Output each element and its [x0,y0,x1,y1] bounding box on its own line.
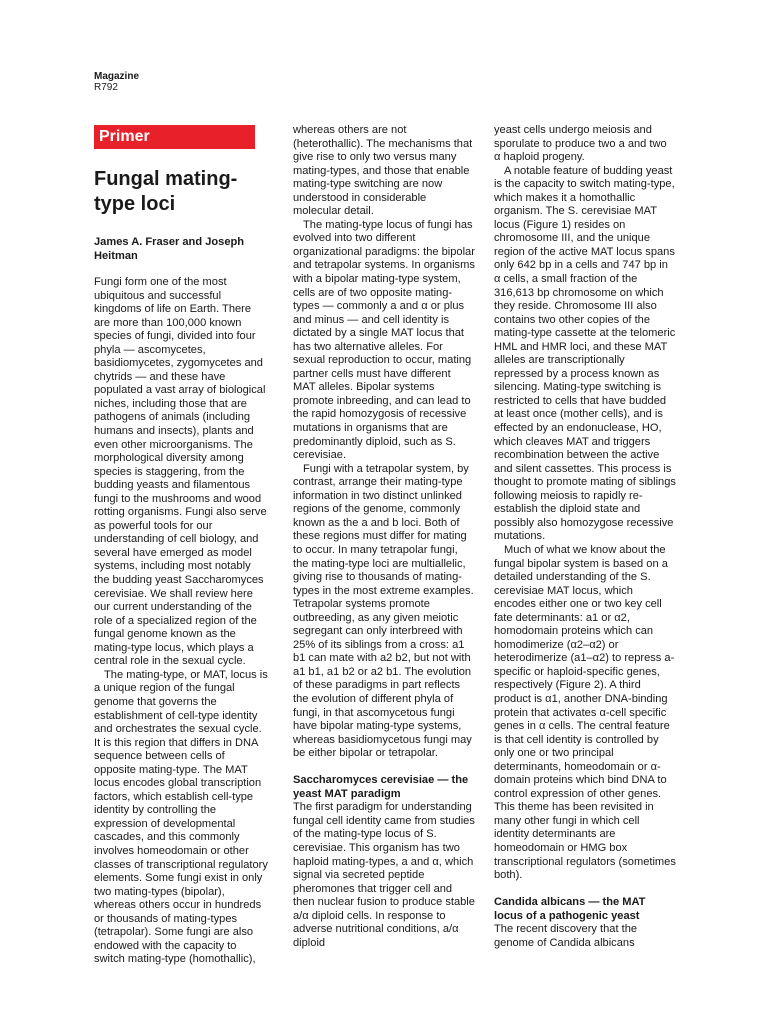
magazine-label: Magazine [94,71,140,82]
col1-paragraph-1: Fungi form one of the most ubiquitous and successful kingdoms of life on Earth. There are more than 100,000 known species of fungi, divided into four phyla — ascomycetes, basidiomycetes, zygomycetes and chytrids — and these have populated a vast array of biological niches, including those that are pathogens of animals (including humans and insects), plants and even other microorganisms. The morphological diversity among species is staggering, from the budding yeasts and filamentous fungi to the mushrooms and wood rotting organisms. Fungi also serve as powerful tools for our understanding of cell biology, and several have emerged as model systems, including most notably the budding yeast Saccharomyces cerevisiae. We shall review here our current understanding of the role of a specialized region of the fungal genome known as the mating-type locus, which plays a central role in the sexual cycle. [94,276,267,668]
col3-paragraph-1: yeast cells undergo meiosis and sporulate to produce two a and two α haploid progeny. [494,124,667,164]
col2-paragraph-4: The first paradigm for understanding fungal cell identity came from studies of the mating-type locus of S. cerevisiae. This organism has two haploid mating-types, a and α, which signal via secreted peptide pheromones that trigger cell and then nuclear fusion to produce stable a/α diploid cells. In response to adverse nutritional conditions, a/α diploid [293,801,475,949]
col2-paragraph-3: Fungi with a tetrapolar system, by contrast, arrange their mating-type information in two distinct unlinked regions of the genome, commonly known as the a and b loci. Both of these regions must differ for mating to occur. In many tetrapolar fungi, the mating-type loci are multiallelic, giving rise to thousands of mating-types in the most extreme examples. Tetrapolar systems promote outbreeding, as any given meiotic segregant can only interbreed with 25% of its siblings from a cross: a1 b1 can mate with a2 b2, but not with a1 b1, a1 b2 or a2 b1. The evolution of these paradigms in part reflects the evolution of different phyla of fungi, in that ascomycetous fungi have bipolar mating-type systems, whereas basidiomycetous fungi may be either bipolar or tetrapolar. [293,462,474,760]
column-2 [293,124,475,950]
page-header [94,71,139,93]
article-authors: James A. Fraser and Joseph Heitman [94,236,245,262]
column-1 [94,276,269,967]
col2-paragraph-2: The mating-type locus of fungi has evolved into two different organizational paradigms: the bipolar and tetrapolar systems. In organisms with a bipolar mating-type system, cells are of two opposite mating-types — commonly a and α or plus and minus — and cell identity is dictated by a single MAT locus that has two alternative alleles. For sexual reproduction to occur, mating partner cells must have different MAT alleles. Bipolar systems promote inbreeding, and can lead to the rapid homozygosis of recessive mutations in organisms that are predominantly diploid, such as S. cerevisiae. [293,218,475,462]
column-3 [494,124,676,950]
col2-subheading: Saccharomyces cerevisiae — the yeast MAT paradigm [293,774,469,800]
col1-paragraph-2: The mating-type, or MAT, locus is a unique region of the fungal genome that governs the establishment of cell-type identity and orchestrates the sexual cycle. It is this region that differs in DNA sequence between cells of opposite mating-type. The MAT locus encodes global transcription factors, which establish cell-type identity by controlling the expression of developmental cascades, and this commonly involves homeodomain or other classes of transcriptional regulatory elements. Some fungi exist in only two mating-types (bipolar), whereas others occur in hundreds or thousands of mating-types (tetrapolar). Some fungi are also endowed with the capacity to switch mating-type (homothallic), [94,668,268,966]
section-label-primer: Primer [94,125,255,149]
col3-subheading: Candida albicans — the MAT locus of a pathogenic yeast [494,896,646,922]
page-number: R792 [94,82,118,93]
article-title: Fungal mating-type loci [94,168,238,215]
col3-paragraph-2: A notable feature of budding yeast is the capacity to switch mating-type, which makes it a homothallic organism. The S. cerevisiae MAT locus (Figure 1) resides on chromosome III, and the unique region of the active MAT locus spans only 642 bp in a cells and 747 bp in α cells, a small fraction of the 316,613 bp chromosome on which they reside. Chromosome III also contains two other copies of the mating-type cassette at the telomeric HML and HMR loci, and these MAT alleles are transcriptionally repressed by a process known as silencing. Mating-type switching is restricted to cells that have budded at least once (mother cells), and is effected by an endonuclease, HO, which cleaves MAT and triggers recombination between the active and silent cassettes. This process is thought to promote mating of siblings following meiosis to rapidly re-establish the diploid state and possibly also homozygose recessive mutations. [494,164,676,543]
col3-paragraph-3: Much of what we know about the fungal bipolar system is based on a detailed understanding of the S. cerevisiae MAT locus, which encodes either one or two key cell fate determinants: a1 or α2, homodomain proteins which can homodimerize (α2–α2) or heterodimerize (a1–α2) to repress a-specific or haploid-specific genes, respectively (Figure 2). A third product is α1, another DNA-binding protein that activates α-cell specific genes in α cells. The central feature is that cell identity is controlled by only one or two principal determinants, homeodomain or α-domain proteins which bind DNA to control expression of other genes. This theme has been revisited in many other fungi in which cell identity determinants are homeodomain or HMG box transcriptional regulators (sometimes both). [494,543,676,882]
col2-paragraph-1: whereas others are not (heterothallic). The mechanisms that give rise to only two versus many mating-types, and those that enable mating-type switching are now understood in considerable molecular detail. [293,124,473,218]
col3-paragraph-4: The recent discovery that the genome of Candida albicans [494,923,638,949]
